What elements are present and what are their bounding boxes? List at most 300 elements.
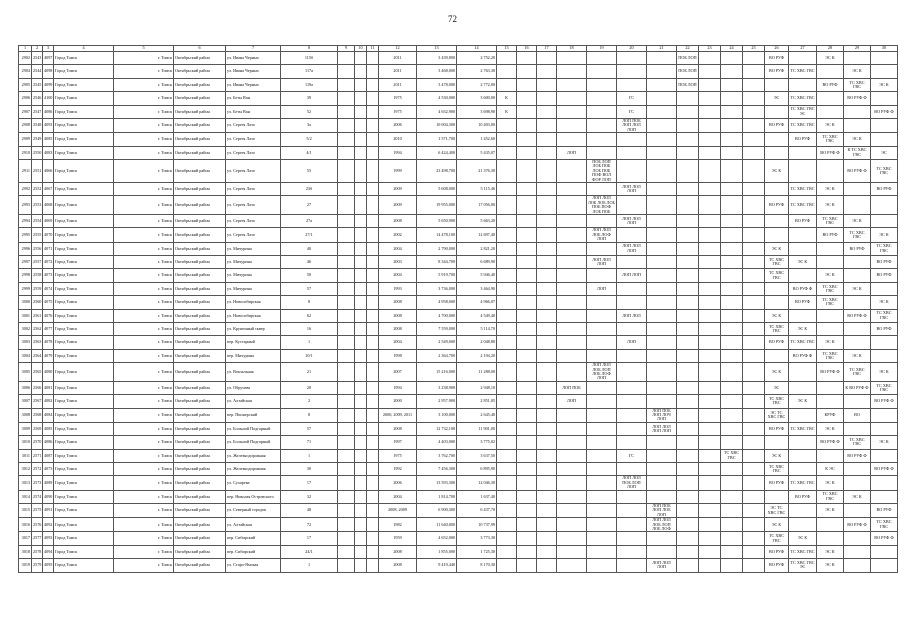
cell-empty <box>743 228 765 242</box>
cell-empty <box>367 78 379 91</box>
cell-district: Октябрьский район <box>174 349 226 362</box>
cell-c26: ВО РУФ <box>765 559 789 572</box>
cell-n: 3009 <box>19 422 32 435</box>
column-number: 13 <box>417 46 457 52</box>
cell-c15 <box>497 242 517 255</box>
cell-district: Октябрьский район <box>174 282 226 295</box>
cell-n: 3012 <box>19 462 32 475</box>
cell-n: 2910 <box>19 146 32 159</box>
cell-c28 <box>817 381 844 394</box>
cell-id: 2547 <box>32 105 43 118</box>
cell-year: 2008 <box>379 215 417 228</box>
cell-cost: 2 364,700 <box>417 349 457 362</box>
cell-empty <box>355 462 367 475</box>
cell-code: 4072 <box>43 256 54 269</box>
cell-house: 39 <box>281 92 338 105</box>
cell-street: ул. Алтайская <box>226 395 281 408</box>
cell-c28: ВО РУФ <box>817 228 844 242</box>
cell-n: 3011 <box>19 449 32 462</box>
table-row <box>19 545 898 558</box>
cell-code: 4078 <box>43 336 54 349</box>
cell-c22 <box>677 196 699 215</box>
cell-empty <box>338 296 355 309</box>
cell-empty <box>537 215 557 228</box>
cell-n: 3015 <box>19 503 32 517</box>
cell-c27 <box>789 518 817 532</box>
cell-empty <box>338 159 355 182</box>
cell-cost: 19 955,000 <box>417 196 457 215</box>
cell-year: 2004 <box>379 242 417 255</box>
cell-name: Город Томск <box>54 105 114 118</box>
table-row <box>19 146 898 159</box>
cell-house: 10/1 <box>281 349 338 362</box>
cell-empty <box>699 476 721 490</box>
cell-c28: ЭС К <box>817 182 844 195</box>
cell-empty <box>743 242 765 255</box>
cell-c20 <box>617 196 647 215</box>
cell-city: г. Томск <box>114 322 174 335</box>
cell-c26 <box>765 78 789 91</box>
cell-c29: К ТС ХВС ГВС <box>844 146 871 159</box>
cell-c27: ЭС К <box>789 256 817 269</box>
column-number: 11 <box>367 46 379 52</box>
cell-empty <box>743 92 765 105</box>
cell-house: 2 <box>281 395 338 408</box>
cell-empty <box>743 532 765 545</box>
cell-n: 2992 <box>19 182 32 195</box>
cell-c21: ЛОП ПОБ ЛОП ЛОЧ ЛОП <box>647 408 677 422</box>
column-number: 16 <box>517 46 537 52</box>
cell-val: 3 600,00 <box>457 92 497 105</box>
cell-c15 <box>497 282 517 295</box>
cell-c22 <box>677 395 699 408</box>
cell-c30: ВО РУФ <box>871 182 898 195</box>
cell-empty <box>338 105 355 118</box>
cell-empty <box>743 336 765 349</box>
cell-street: ул. Ивана Черных <box>226 52 281 65</box>
cell-empty <box>517 395 537 408</box>
cell-c20 <box>617 296 647 309</box>
cell-c18 <box>557 92 587 105</box>
table-row <box>19 215 898 228</box>
cell-year: 1959 <box>379 532 417 545</box>
cell-empty <box>367 363 379 382</box>
cell-code: 4093 <box>43 118 54 132</box>
cell-year: 2008 <box>379 559 417 572</box>
cell-c22 <box>677 159 699 182</box>
cell-house: 117а <box>281 65 338 78</box>
cell-year: 1993 <box>379 282 417 295</box>
cell-empty <box>743 296 765 309</box>
cell-c27: ВО РУФ Ф <box>789 282 817 295</box>
cell-empty <box>743 159 765 182</box>
cell-id: 2569 <box>32 422 43 435</box>
cell-c20: ЛОП ЛОЛ ЛОП <box>617 182 647 195</box>
cell-empty <box>699 381 721 394</box>
cell-district: Октябрьский район <box>174 118 226 132</box>
cell-code: 4095 <box>43 559 54 572</box>
cell-c29 <box>844 336 871 349</box>
cell-empty <box>537 146 557 159</box>
cell-empty <box>338 182 355 195</box>
cell-c26: ЭС <box>765 92 789 105</box>
cell-empty <box>367 462 379 475</box>
cell-empty <box>699 118 721 132</box>
cell-cost: 11 640,000 <box>417 518 457 532</box>
cell-c21 <box>647 182 677 195</box>
cell-code: 4069 <box>43 215 54 228</box>
cell-c18 <box>557 503 587 517</box>
cell-empty <box>517 336 537 349</box>
cell-code: 4089 <box>43 476 54 490</box>
cell-district: Октябрьский район <box>174 296 226 309</box>
cell-c30: ЭС К <box>871 228 898 242</box>
cell-house: 57 <box>281 422 338 435</box>
cell-empty <box>367 133 379 146</box>
cell-c24 <box>721 436 743 449</box>
cell-empty <box>699 282 721 295</box>
cell-empty <box>537 196 557 215</box>
cell-c20 <box>617 159 647 182</box>
cell-c18 <box>557 242 587 255</box>
cell-c19 <box>587 449 617 462</box>
cell-empty <box>338 228 355 242</box>
cell-id: 2566 <box>32 381 43 394</box>
cell-c19 <box>587 52 617 65</box>
cell-c28: ЭС К <box>817 559 844 572</box>
cell-c22 <box>677 105 699 118</box>
cell-name: Город Томск <box>54 182 114 195</box>
cell-c22 <box>677 92 699 105</box>
cell-empty <box>367 159 379 182</box>
cell-year: 2007 <box>379 363 417 382</box>
cell-val: 12 046,30 <box>457 476 497 490</box>
cell-empty <box>699 242 721 255</box>
cell-empty <box>537 462 557 475</box>
cell-empty <box>743 476 765 490</box>
cell-c24 <box>721 559 743 572</box>
cell-city: г. Томск <box>114 422 174 435</box>
cell-city: г. Томск <box>114 78 174 91</box>
cell-empty <box>743 436 765 449</box>
cell-c28: ТС ХВС ГВС <box>817 133 844 146</box>
cell-c29 <box>844 395 871 408</box>
cell-empty <box>699 363 721 382</box>
cell-c18 <box>557 182 587 195</box>
cell-c22 <box>677 215 699 228</box>
cell-c15 <box>497 408 517 422</box>
cell-c29: ВО РУФ Ф <box>844 518 871 532</box>
cell-empty <box>367 282 379 295</box>
cell-cost: 10 004,300 <box>417 118 457 132</box>
cell-house: 8 <box>281 296 338 309</box>
cell-c30: ВО РУФ <box>871 256 898 269</box>
cell-empty <box>355 363 367 382</box>
cell-c20: ЛОП ЛОЛ ПОБ ЛОП ЛОП <box>617 476 647 490</box>
cell-district: Октябрьский район <box>174 133 226 146</box>
cell-c15 <box>497 363 517 382</box>
cell-cost: 1 814,700 <box>417 490 457 503</box>
cell-city: г. Томск <box>114 92 174 105</box>
cell-street: пер. Николая Островского <box>226 490 281 503</box>
cell-c28: ТС ХВС ГВС <box>817 215 844 228</box>
cell-empty <box>743 282 765 295</box>
cell-empty <box>367 65 379 78</box>
cell-val: 2 763,30 <box>457 65 497 78</box>
cell-c30 <box>871 408 898 422</box>
cell-c22 <box>677 503 699 517</box>
cell-n: 3000 <box>19 296 32 309</box>
cell-c20 <box>617 282 647 295</box>
cell-city: г. Томск <box>114 503 174 517</box>
cell-c21 <box>647 228 677 242</box>
cell-city: г. Томск <box>114 349 174 362</box>
cell-c19 <box>587 269 617 282</box>
cell-street: пер. Мичурина <box>226 349 281 362</box>
cell-c22 <box>677 322 699 335</box>
cell-c27 <box>789 381 817 394</box>
cell-name: Город Томск <box>54 228 114 242</box>
cell-id: 2560 <box>32 296 43 309</box>
cell-name: Город Томск <box>54 395 114 408</box>
cell-code: 4080 <box>43 363 54 382</box>
column-number: 28 <box>817 46 844 52</box>
cell-c24 <box>721 256 743 269</box>
cell-empty <box>517 309 537 322</box>
cell-name: Город Томск <box>54 449 114 462</box>
cell-empty <box>743 309 765 322</box>
cell-empty <box>743 196 765 215</box>
cell-c18 <box>557 490 587 503</box>
cell-cost: 4 652,000 <box>417 532 457 545</box>
column-number: 26 <box>765 46 789 52</box>
cell-n: 2993 <box>19 196 32 215</box>
cell-empty <box>355 228 367 242</box>
cell-street: ул. Ивана Черных <box>226 65 281 78</box>
cell-code: 4070 <box>43 228 54 242</box>
cell-c18 <box>557 52 587 65</box>
cell-empty <box>699 146 721 159</box>
cell-val: 3 464,90 <box>457 282 497 295</box>
cell-empty <box>517 133 537 146</box>
cell-c21 <box>647 381 677 394</box>
cell-district: Октябрьский район <box>174 159 226 182</box>
cell-empty <box>355 65 367 78</box>
cell-id: 2551 <box>32 159 43 182</box>
cell-c18 <box>557 322 587 335</box>
cell-name: Город Томск <box>54 118 114 132</box>
cell-street: ул. Старо-Ямская <box>226 559 281 572</box>
cell-c24 <box>721 381 743 394</box>
cell-empty <box>699 490 721 503</box>
cell-id: 2550 <box>32 146 43 159</box>
cell-c19 <box>587 559 617 572</box>
cell-empty <box>699 65 721 78</box>
cell-c29: ЭС К <box>844 133 871 146</box>
cell-empty <box>517 349 537 362</box>
cell-empty <box>537 545 557 558</box>
cell-year: 2008 <box>379 296 417 309</box>
cell-val: 1 725,30 <box>457 545 497 558</box>
cell-n: 2904 <box>19 65 32 78</box>
cell-c21 <box>647 118 677 132</box>
cell-c19 <box>587 462 617 475</box>
cell-c29 <box>844 296 871 309</box>
cell-c22 <box>677 532 699 545</box>
cell-c28 <box>817 309 844 322</box>
cell-empty <box>517 296 537 309</box>
cell-c22: ПОБ ЛОП <box>677 65 699 78</box>
table-row <box>19 490 898 503</box>
cell-id: 2549 <box>32 133 43 146</box>
cell-c27: ЭС К <box>789 322 817 335</box>
cell-city: г. Томск <box>114 545 174 558</box>
cell-id: 2562 <box>32 322 43 335</box>
cell-c29: ЭС К <box>844 65 871 78</box>
cell-name: Город Томск <box>54 518 114 532</box>
cell-c26: ЭС К <box>765 159 789 182</box>
cell-empty <box>517 146 537 159</box>
cell-year: 2011 <box>379 78 417 91</box>
cell-empty <box>367 545 379 558</box>
cell-street: ул. Мичурина <box>226 269 281 282</box>
cell-c26: ВО РУФ <box>765 545 789 558</box>
cell-street: ул. Железнодорожная <box>226 449 281 462</box>
column-number: 7 <box>226 46 281 52</box>
cell-house: 119а <box>281 78 338 91</box>
cell-c21 <box>647 336 677 349</box>
cell-c15 <box>497 322 517 335</box>
cell-c22 <box>677 242 699 255</box>
cell-c20 <box>617 395 647 408</box>
cell-district: Октябрьский район <box>174 228 226 242</box>
cell-c18 <box>557 296 587 309</box>
cell-house: 27а <box>281 215 338 228</box>
cell-c28 <box>817 322 844 335</box>
cell-empty <box>537 322 557 335</box>
cell-empty <box>743 395 765 408</box>
cell-c24 <box>721 395 743 408</box>
cell-empty <box>699 269 721 282</box>
cell-name: Город Томск <box>54 242 114 255</box>
cell-year: 2010 <box>379 133 417 146</box>
cell-c21 <box>647 242 677 255</box>
cell-c18: ЛОП <box>557 395 587 408</box>
cell-cost: 5 650,900 <box>417 215 457 228</box>
cell-empty <box>367 309 379 322</box>
cell-id: 2575 <box>32 503 43 517</box>
cell-c29 <box>844 118 871 132</box>
cell-c21: ЛОП ПОБ ЛОП ЛОБ ЛОП <box>647 503 677 517</box>
cell-city: г. Томск <box>114 449 174 462</box>
cell-c20 <box>617 518 647 532</box>
cell-empty <box>338 349 355 362</box>
cell-c21 <box>647 309 677 322</box>
cell-house: 52 <box>281 105 338 118</box>
cell-c29 <box>844 559 871 572</box>
cell-house: 20 <box>281 381 338 394</box>
cell-c15: К <box>497 105 517 118</box>
cell-empty <box>367 395 379 408</box>
cell-c19 <box>587 118 617 132</box>
table-row <box>19 336 898 349</box>
cell-c29 <box>844 269 871 282</box>
cell-empty <box>517 215 537 228</box>
cell-c26: ТС ХВС ГВС <box>765 395 789 408</box>
column-number: 9 <box>338 46 355 52</box>
cell-c19 <box>587 92 617 105</box>
cell-empty <box>517 490 537 503</box>
cell-empty <box>355 449 367 462</box>
cell-empty <box>699 436 721 449</box>
cell-c30 <box>871 133 898 146</box>
cell-c20 <box>617 545 647 558</box>
cell-street: ул. Сергея Лазо <box>226 118 281 132</box>
cell-city: г. Томск <box>114 309 174 322</box>
cell-c28: ВО РУФ Ф <box>817 363 844 382</box>
cell-c19 <box>587 503 617 517</box>
cell-val: 1 637,40 <box>457 490 497 503</box>
cell-district: Октябрьский район <box>174 363 226 382</box>
cell-empty <box>517 182 537 195</box>
cell-cost: 4 958,000 <box>417 296 457 309</box>
cell-empty <box>338 92 355 105</box>
cell-empty <box>743 105 765 118</box>
column-number: 3 <box>43 46 54 52</box>
cell-c26: ТС ХВС ГВС <box>765 532 789 545</box>
cell-city: г. Томск <box>114 65 174 78</box>
cell-code: 4073 <box>43 462 54 475</box>
cell-district: Октябрьский район <box>174 322 226 335</box>
cell-empty <box>355 436 367 449</box>
cell-empty <box>517 381 537 394</box>
table-row <box>19 296 898 309</box>
cell-empty <box>367 146 379 159</box>
cell-n: 2995 <box>19 228 32 242</box>
cell-code: 4094 <box>43 545 54 558</box>
cell-c22 <box>677 449 699 462</box>
cell-c29: ВО РУФ Ф <box>844 92 871 105</box>
cell-c19: ЛОП <box>587 282 617 295</box>
cell-c21 <box>647 146 677 159</box>
cell-empty <box>537 282 557 295</box>
cell-city: г. Томск <box>114 462 174 475</box>
cell-city: г. Томск <box>114 559 174 572</box>
cell-empty <box>699 215 721 228</box>
cell-district: Октябрьский район <box>174 462 226 475</box>
cell-c27: ТС ХВС ГВС <box>789 92 817 105</box>
cell-c21 <box>647 256 677 269</box>
cell-empty <box>517 476 537 490</box>
cell-id: 2564 <box>32 349 43 362</box>
cell-empty <box>537 105 557 118</box>
cell-empty <box>743 490 765 503</box>
cell-name: Город Томск <box>54 559 114 572</box>
cell-c19 <box>587 381 617 394</box>
cell-empty <box>355 215 367 228</box>
cell-c24 <box>721 532 743 545</box>
cell-empty <box>367 503 379 517</box>
cell-c28: ТС ХВС ГВС <box>817 349 844 362</box>
cell-house: 50 <box>281 269 338 282</box>
cell-c18 <box>557 545 587 558</box>
cell-name: Город Томск <box>54 52 114 65</box>
cell-empty <box>367 196 379 215</box>
cell-c21 <box>647 532 677 545</box>
cell-empty <box>338 476 355 490</box>
cell-empty <box>355 349 367 362</box>
cell-c15 <box>497 559 517 572</box>
